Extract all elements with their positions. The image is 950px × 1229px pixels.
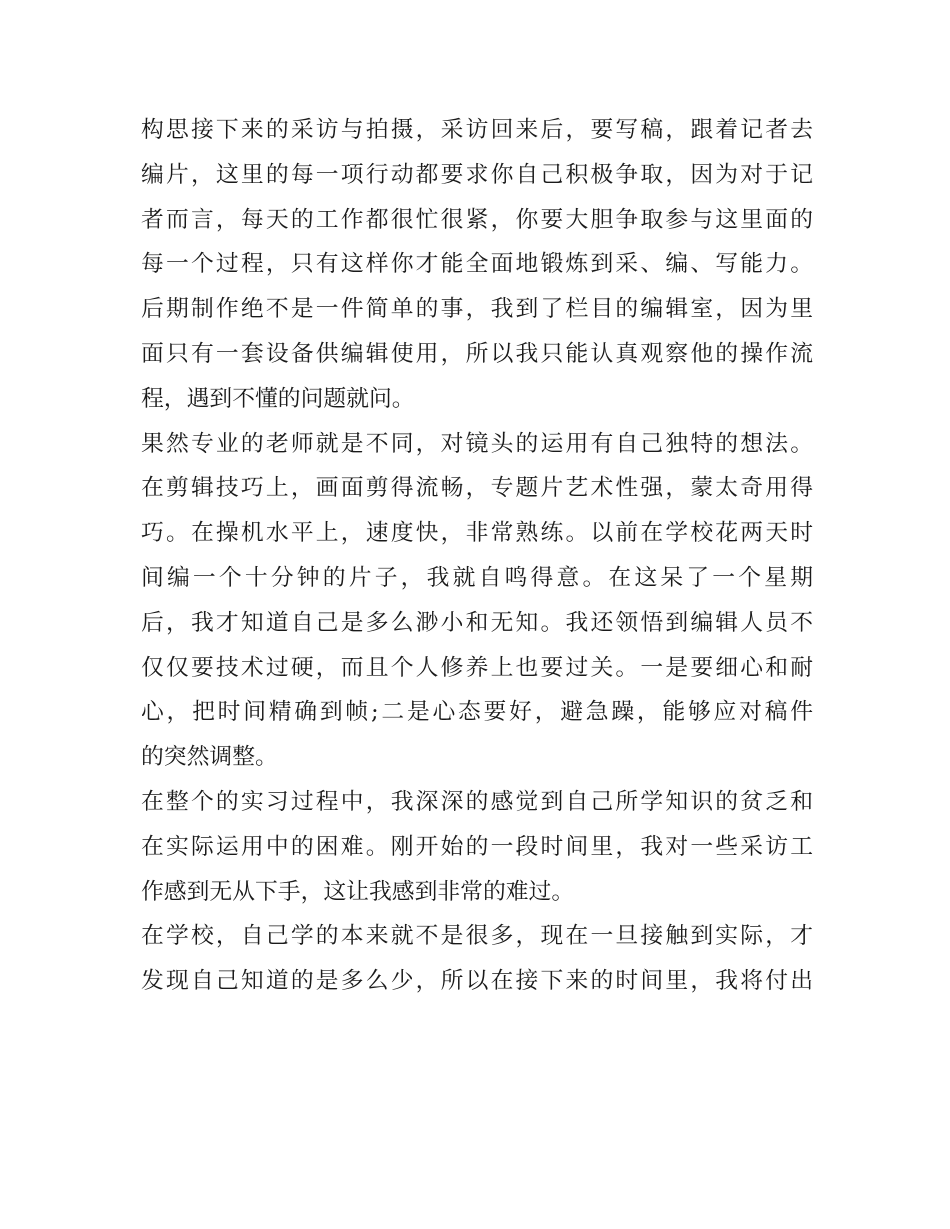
text-line-16: 在整个的实习过程中，我深深的感觉到自己所学知识的贫乏和	[141, 788, 813, 815]
text-line-2: 编片，这里的每一项行动都要求你自己积极争取，因为对于记	[141, 161, 813, 188]
text-line-7: 程，遇到不懂的问题就问。	[141, 385, 415, 412]
text-line-3: 者而言，每天的工作都很忙很紧，你要大胆争取参与这里面的	[141, 206, 813, 233]
text-line-10: 巧。在操机水平上，速度快，非常熟练。以前在学校花两天时	[141, 520, 813, 547]
text-line-20: 发现自己知道的是多么少，所以在接下来的时间里，我将付出	[141, 968, 813, 995]
text-line-4: 每一个过程，只有这样你才能全面地锻炼到采、编、写能力。	[141, 251, 813, 278]
text-line-8: 果然专业的老师就是不同，对镜头的运用有自己独特的想法。	[141, 430, 813, 457]
text-line-9: 在剪辑技巧上，画面剪得流畅，专题片艺术性强，蒙太奇用得	[141, 475, 813, 502]
text-line-6: 面只有一套设备供编辑使用，所以我只能认真观察他的操作流	[141, 340, 813, 367]
document-body	[141, 108, 813, 1004]
text-line-12: 后，我才知道自己是多么渺小和无知。我还领悟到编辑人员不	[141, 609, 813, 636]
text-line-11: 间编一个十分钟的片子，我就自鸣得意。在这呆了一个星期	[141, 564, 813, 591]
text-line-1: 构思接下来的采访与拍摄，采访回来后，要写稿，跟着记者去	[141, 117, 813, 143]
text-line-17: 在实际运用中的困难。刚开始的一段时间里，我对一些采访工	[141, 833, 813, 860]
text-line-13: 仅仅要技术过硬，而且个人修养上也要过关。一是要细心和耐	[141, 654, 813, 681]
text-line-18: 作感到无从下手，这让我感到非常的难过。	[141, 878, 575, 905]
text-line-5: 后期制作绝不是一件简单的事，我到了栏目的编辑室，因为里	[141, 296, 813, 323]
text-line-14: 心，把时间精确到帧;二是心态要好，避急躁，能够应对稿件	[141, 699, 813, 726]
text-line-19: 在学校，自己学的本来就不是很多，现在一旦接触到实际，才	[141, 923, 813, 950]
text-line-15: 的突然调整。	[141, 744, 278, 771]
